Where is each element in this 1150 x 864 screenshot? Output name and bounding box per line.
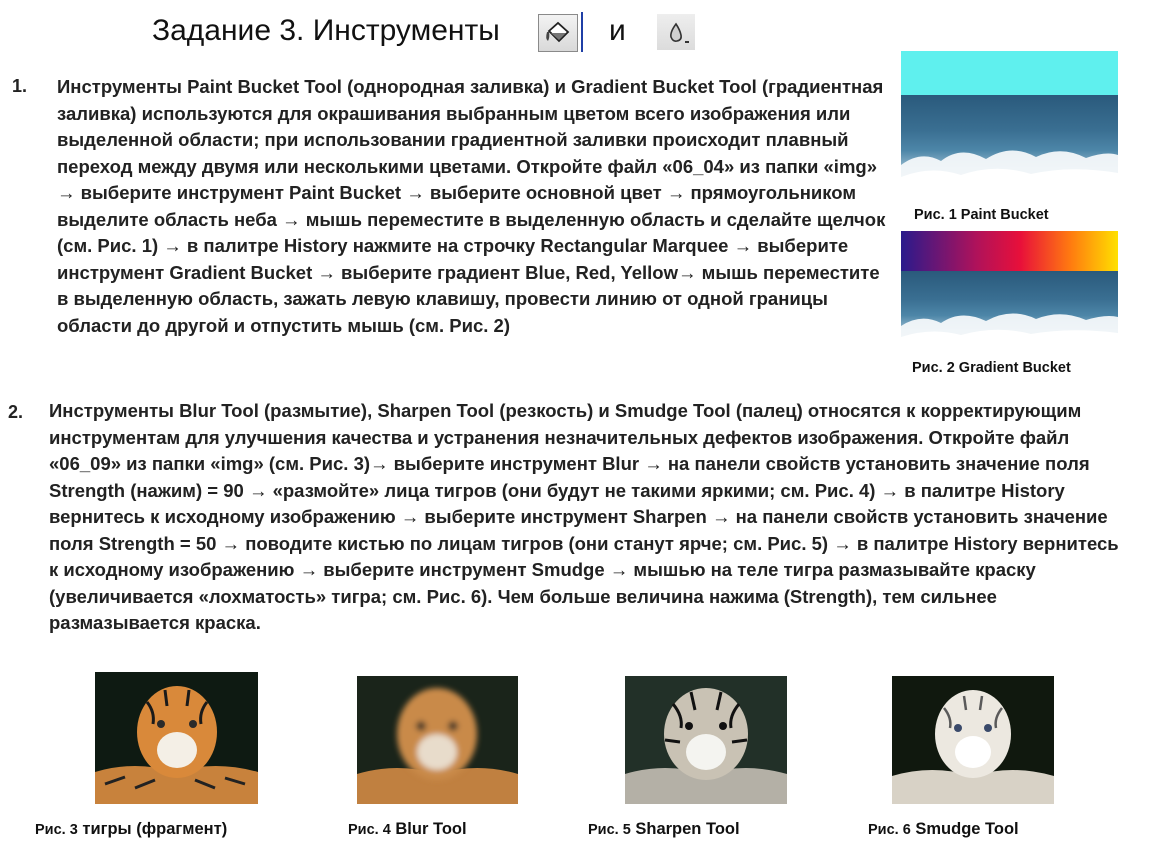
paint-bucket-icon [538, 14, 578, 52]
figure-4-image [357, 676, 518, 804]
figure-5-caption-prefix: Рис. 5 [588, 822, 631, 838]
figure-1-caption: Рис. 1 Paint Bucket [914, 207, 1049, 223]
title-divider [581, 12, 583, 52]
figure-6-caption-text: Smudge Tool [915, 820, 1019, 838]
figure-4-caption [348, 820, 467, 839]
water-drop-icon [657, 14, 695, 50]
item-1-number: 1. [12, 76, 28, 96]
figure-5-caption-text: Sharpen Tool [635, 820, 740, 838]
figure-2-image [901, 231, 1118, 352]
figure-4-caption-prefix: Рис. 4 [348, 822, 391, 838]
figure-3-caption-prefix: Рис. 3 [35, 822, 78, 838]
figure-6-image [892, 676, 1054, 804]
page-title: Задание 3. Инструменты [152, 14, 500, 47]
figure-1-image [901, 51, 1118, 196]
item-1-text: Инструменты Paint Bucket Tool (однородная заливка) и Gradient Bucket Tool (градиентная заливка) используются для окрашивания выбранным цветом всего изображения или выделенной области; при использовании градиентной заливки происходит плавный переход между двумя или несколькими цветами. Откройте файл «06_04» из папки «img» → выберите инструмент Paint Bucket → выберите основной цвет → прямоугольником выделите область неба → мышь переместите в выделенную область и сделайте щелчок (см. Рис. 1) → в палитре History нажмите на строчку Rectangular Marquee → выберите инструмент Gradient Bucket → выберите градиент Blue, Red, Yellow→ мышь переместите в выделенную область, зажать левую клавишу, провести линию от одной границы области до другой и отпустить мышь (см. Рис. 2) [57, 76, 886, 336]
figure-3-caption-text: тигры (фрагмент) [82, 820, 228, 838]
figure-2-caption: Рис. 2 Gradient Bucket [912, 360, 1071, 376]
figure-3-caption [35, 820, 227, 839]
item-2-number: 2. [8, 402, 24, 422]
figure-6-caption [868, 820, 1019, 839]
figure-5-caption [588, 820, 740, 839]
title-conjunction: и [609, 14, 626, 47]
item-2-text: Инструменты Blur Tool (размытие), Sharpen Tool (резкость) и Smudge Tool (палец) относятся к корректирующим инструментам для улучшения качества и устранения незначительных дефектов изображения. Откройте файл «06_09» из папки «img» (см. Рис. 3)→ выберите инструмент Blur → на панели свойств установить значение поля Strength (нажим) = 90 → «размойте» лица тигров (они будут не такими яркими; см. Рис. 4) → в палитре History вернитесь к исходному изображению → выберите инструмент Sharpen → на панели свойств установить значение поля Strength = 50 → поводите кистью по лицам тигров (они станут ярче; см. Рис. 5) → в палитре History вернитесь к исходному изображению → выберите инструмент Smudge → мышью на теле тигра размазывайте краску (увеличивается «лохматость» тигра; см. Рис. 6). Чем больше величина нажима (Strength), тем сильнее размазывается краска. [49, 400, 1119, 633]
figure-1-sky [901, 51, 1118, 95]
figure-4-caption-text: Blur Tool [395, 820, 467, 838]
figure-6-caption-prefix: Рис. 6 [868, 822, 911, 838]
figure-3-image [95, 672, 258, 804]
figure-2-gradient [901, 231, 1118, 271]
figure-5-image [625, 676, 787, 804]
